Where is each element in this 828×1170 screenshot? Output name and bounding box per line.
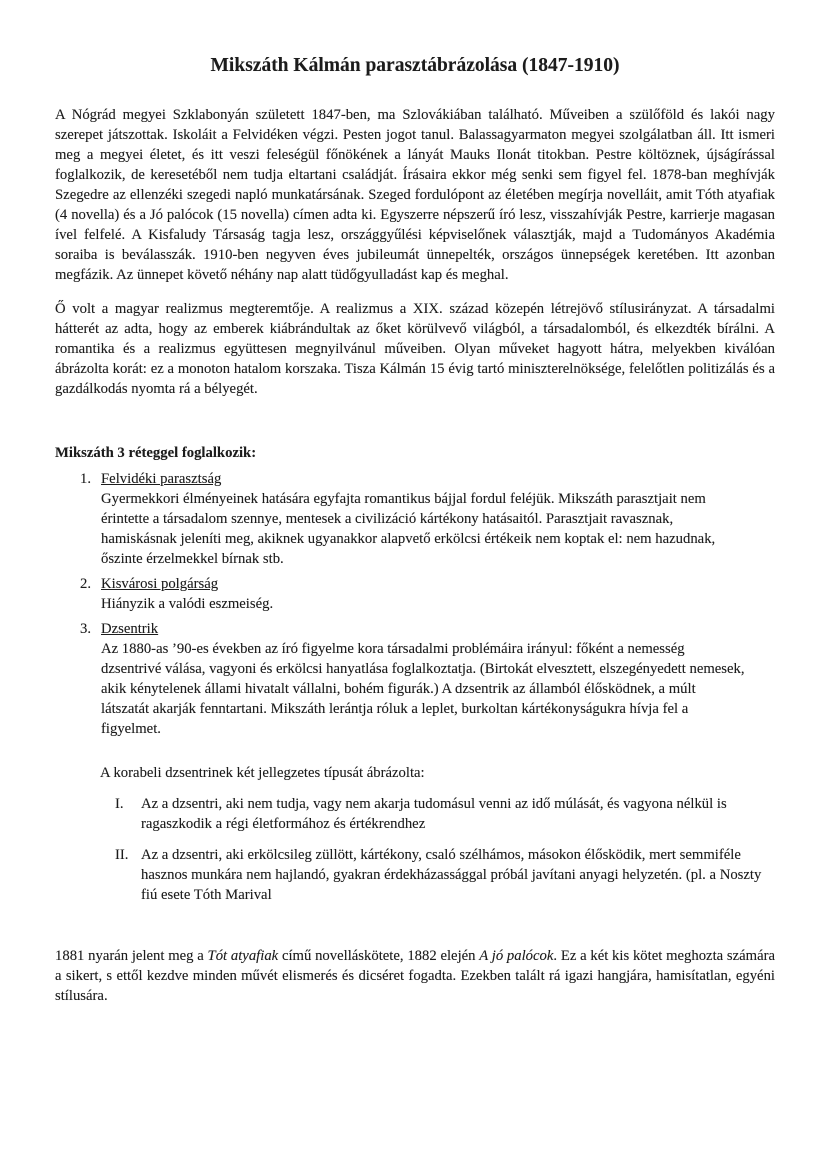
layer-marker: 1.	[80, 471, 92, 487]
gentry-type-item-2	[55, 845, 775, 905]
section-heading-layers: Mikszáth 3 réteggel foglalkozik:	[55, 445, 257, 461]
layer-marker: 2.	[80, 576, 92, 592]
closing-text-part1: 1881 nyarán jelent meg a	[55, 948, 208, 964]
closing-text-part3: . Ez a két kis kötet meghozta számára a sikert, s ettől kezdve minden művét elismerés és dicséret fogadta. Ezekben talált rá igazi hangjára, hamisítatlan, egyéni stílusára.	[55, 948, 776, 1004]
book-title-a-jo-palocok: A jó palócok	[479, 948, 554, 964]
paragraph-biography: A Nógrád megyei Szklabonyán született 1847-ben, ma Szlovákiában található. Műveiben a szülőföld és lakói nagy szerepet játszottak. Iskoláit a Felvidéken végzi. Pesten jogot tanul. Balassagyarmaton megyei szolgálatban áll. Itt ismeri meg a megyei életet, és itt veszi feleségül főnökének a lányát Mauks Ilonát titokban. Pestre költöznek, újságírással foglalkozik, de keresetéből nem tudja eltartani családját. Írásaira ekkor még senki sem figyel fel. 1878-ban meghívják Szegedre az ellenzéki szegedi napló munkatársának. Szeged fordulópont az életében megírja novelláit, amit Tóth atyafiak (4 novella) és a Jó palócok (15 novella) címen adta ki. Egyszerre népszerű író lesz, visszahívják Pestre, karrierje magasan ível felfelé. A Kisfaludy Társaság tagja lesz, országgyűlési képviselőnek választják, majd a Tudományos Akadémia soraiba is beválasszák. 1910-ben negyven éves jubileumát ünnepelték, országos ünnepségek keretében. Itt azonban megfázik. Az ünnepet követő néhány nap alatt tüdőgyulladást kap és meghal.	[55, 107, 775, 283]
gentry-type-text: Az a dzsentri, aki erkölcsileg züllött, kártékony, csaló szélhámos, másokon élősködik, mert semmiféle hasznos munkára nem hajlandó, gyakran érdekházassággal próbál javítani anyagi helyzetén. (pl. a Noszty fiú esete Tóth Marival	[141, 847, 762, 903]
layer-title: Kisvárosi polgárság	[101, 576, 219, 592]
gentry-type-item-1	[55, 794, 775, 834]
layer-body	[101, 619, 775, 739]
closing-text-part2: című novelláskötete, 1882 elején	[278, 948, 480, 964]
layer-text: Gyermekkori élményeinek hatására egyfajta romantikus bájjal fordul feléjük. Mikszáth parasztjait nem érintette a társadalom szennye, mentesek a civilizáció kártékony hatásaitól. Parasztjait ravasznak, hamiskásnak jeleníti meg, akiknek ugyanakkor alapvető erkölcsi értékeik nem koptak el: nem hazudnak, őszinte érzelmekkel bírnak stb.	[101, 491, 716, 567]
gentry-type-marker: I.	[115, 796, 124, 812]
paragraph-closing	[55, 946, 775, 1006]
book-title-tot-atyafiak: Tót atyafiak	[207, 948, 279, 964]
layer-body	[101, 574, 775, 614]
layer-item-kisvarosi-polgarsag	[55, 574, 775, 614]
page-title: Mikszáth Kálmán parasztábrázolása (1847-1910)	[210, 55, 620, 76]
layer-text: Hiányzik a valódi eszmeiség.	[101, 596, 274, 612]
gentry-types-heading: A korabeli dzsentrinek két jellegzetes típusát ábrázolta:	[100, 765, 425, 781]
gentry-type-marker: II.	[115, 847, 129, 863]
layer-body	[101, 469, 775, 569]
layer-title: Felvidéki parasztság	[101, 471, 222, 487]
layer-text: Az 1880-as ’90-es években az író figyelme kora társadalmi problémáira irányul: főként a nemesség dzsentrivé válása, vagyoni és erkölcsi hanyatlása foglalkoztatja. (Birtokát elvesztett, elszegényedett nemesek, akik kénytelenek állami hivatalt vállalni, bohém figurák.) A dzsentrik az államból élősködnek, a múlt látszatát akarják fenntartani. Mikszáth lerántja róluk a leplet, burkoltan kártékonyságukra hívja fel a figyelmet.	[101, 641, 745, 737]
layer-item-felvideki-parasztsag	[55, 469, 775, 569]
layer-item-dzsentrik	[55, 619, 775, 739]
layer-list	[55, 469, 775, 739]
layer-marker: 3.	[80, 621, 92, 637]
paragraph-realism: Ő volt a magyar realizmus megteremtője. A realizmus a XIX. század közepén létrejövő stílusirányzat. A társadalmi hátterét az adta, hogy az emberek kiábrándultak az őket körülvevő világból, a társadalomból, és elkezdték bírálni. A romantika és a realizmus együttesen megnyilvánul műveiben. Olyan műveket hagyott hátra, melyekben kiválóan ábrázolta korát: ez a monoton hatalom korszaka. Tisza Kálmán 15 évig tartó miniszterelnöksége, felelőtlen politizálás és a gazdálkodás nyomta rá a bélyegét.	[55, 301, 775, 397]
gentry-type-text: Az a dzsentri, aki nem tudja, vagy nem akarja tudomásul venni az idő múlását, és vagyona nélkül is ragaszkodik a régi életformához és értékrendhez	[141, 796, 727, 832]
gentry-type-list	[55, 794, 775, 905]
layer-title: Dzsentrik	[101, 621, 159, 637]
